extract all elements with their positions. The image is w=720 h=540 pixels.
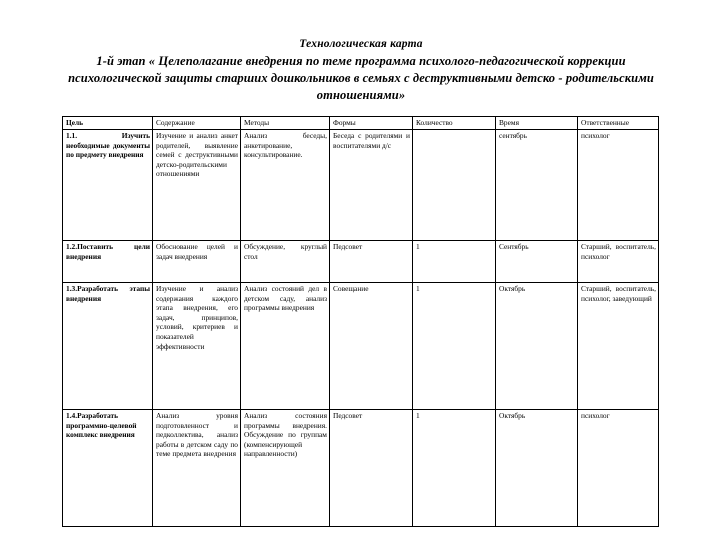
- table-row: [63, 130, 659, 241]
- cell-responsible: психолог: [578, 410, 659, 527]
- cell-count: 1: [413, 283, 496, 410]
- cell-responsible: Старший, воспитатель, психолог: [578, 241, 659, 283]
- cell-responsible: психолог: [578, 130, 659, 241]
- cell-count: 1: [413, 241, 496, 283]
- page-title: Технологическая карта: [299, 38, 423, 50]
- cell-time: Октябрь: [496, 410, 578, 527]
- cell-forms: Беседа с родителями и воспитателями д/с: [330, 130, 413, 241]
- cell-goal: 1.2.Поставить цели внедрения: [63, 241, 153, 283]
- column-header-count: Количество: [413, 117, 496, 130]
- cell-content: Обоснование целей и задач внедрения: [153, 241, 241, 283]
- cell-forms: Педсовет: [330, 241, 413, 283]
- technological-map-table-wrapper: [62, 116, 658, 527]
- column-header-responsible: Ответственные: [578, 117, 659, 130]
- cell-content: Изучение и анализ содержания каждого этапа внедрения, его задач, принципов, условий, критериев и показателей эффективности: [153, 283, 241, 410]
- table-header-row: [63, 117, 659, 130]
- cell-time: Сентябрь: [496, 241, 578, 283]
- column-header-time: Время: [496, 117, 578, 130]
- table-row: [63, 283, 659, 410]
- column-header-goal: Цель: [63, 117, 153, 130]
- cell-count: 1: [413, 410, 496, 527]
- cell-methods: Анализ беседы, анкетирование, консультирование.: [241, 130, 330, 241]
- cell-methods: Анализ состояния программы внедрения. Обсуждение по группам (компенсирующей направленности): [241, 410, 330, 527]
- technological-map-table: [62, 116, 659, 527]
- cell-goal: 1.1. Изучить необходимые документы по предмету внедрения: [63, 130, 153, 241]
- table-row: [63, 241, 659, 283]
- table-row: [63, 410, 659, 527]
- document-title-block: [52, 36, 670, 104]
- page-subtitle: 1-й этап « Целеполагание внедрения по теме программа психолого-педагогической коррекции психологической защиты старших дошкольников в семьях с деструктивными детско - родительскими отношениями»: [68, 54, 654, 102]
- cell-goal: 1.4.Разработать программно-целевой комплекс внедрения: [63, 410, 153, 527]
- cell-time: сентябрь: [496, 130, 578, 241]
- cell-content: Анализ уровня подготовленност и педколлектива, анализ работы в детском саду по теме предмета внедрения: [153, 410, 241, 527]
- cell-forms: Совещание: [330, 283, 413, 410]
- cell-goal: 1.3.Разработать этапы внедрения: [63, 283, 153, 410]
- column-header-methods: Методы: [241, 117, 330, 130]
- column-header-content: Содержание: [153, 117, 241, 130]
- cell-count: [413, 130, 496, 241]
- cell-methods: Анализ состояний дел в детском саду, анализ программы внедрения: [241, 283, 330, 410]
- column-header-forms: Формы: [330, 117, 413, 130]
- cell-content: Изучение и анализ анкет родителей, выявление семей с деструктивными детско-родительскими отношениями: [153, 130, 241, 241]
- cell-methods: Обсуждение, круглый стол: [241, 241, 330, 283]
- cell-forms: Педсовет: [330, 410, 413, 527]
- cell-time: Октябрь: [496, 283, 578, 410]
- cell-responsible: Старший, воспитатель, психолог, заведующий: [578, 283, 659, 410]
